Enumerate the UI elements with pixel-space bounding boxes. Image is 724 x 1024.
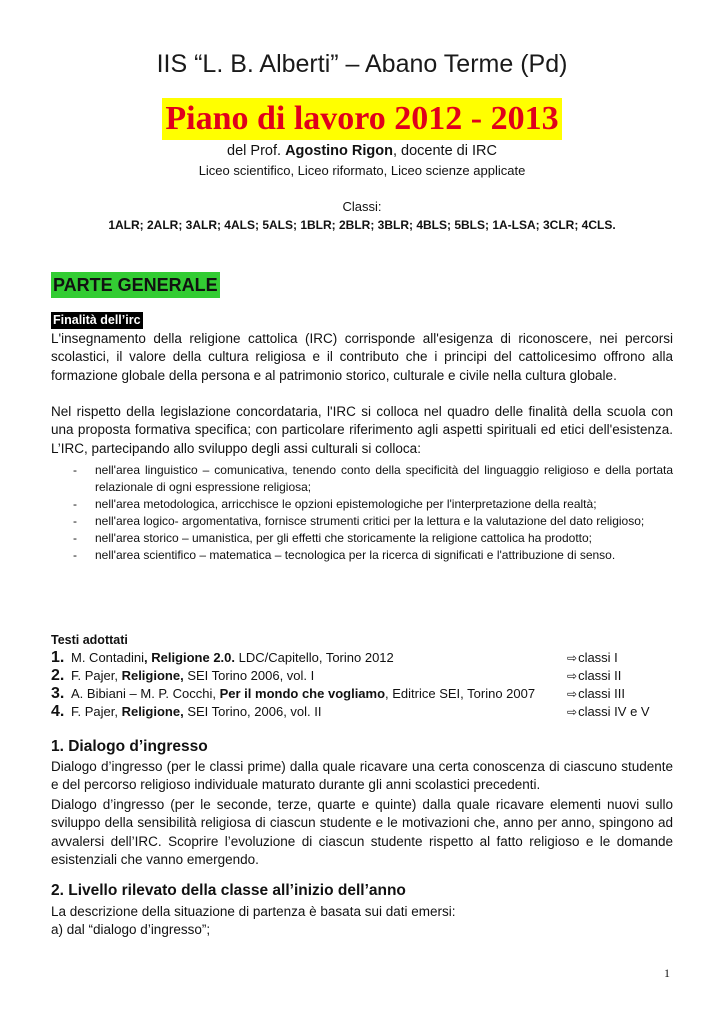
- book-row: [51, 649, 673, 667]
- finalita-paragraph-1: L'insegnamento della religione cattolica (IRC) corrisponde all'esigenza di riconoscere, nei percorsi scolastici, il valore della cultura religiosa e il contributo che i principi del cattolicesimo offrono alla formazione globale della persona e al patrimonio storico, culturale e civile nella cultura globale.: [51, 331, 673, 383]
- livello-line-1: La descrizione della situazione di partenza è basata sui dati emersi:: [51, 904, 456, 919]
- book-reference: [71, 649, 394, 667]
- dialogo-paragraph-2: Dialogo d’ingresso (per le seconde, terze, quarte e quinte) dalla quale ricavare elementi nuovi sullo sviluppo della sensibilità religiosa di ciascun studente e le motivazioni che, anno per anno, spingono ad avvalersi dell’IRC. Scoprire l’evoluzione di ciascun studente rispetto al fatto religioso e le domande esistenziali che vanno emergendo.: [51, 797, 673, 867]
- testi-heading: Testi adottati: [51, 633, 128, 647]
- book-classes: [567, 667, 621, 685]
- list-item: - nell'area linguistico – comunicativa, tenendo conto della specificità del linguaggio religioso e della portata relazionale di ogni espressione religiosa;: [51, 462, 673, 496]
- assi-culturali-list: [51, 462, 673, 564]
- dialogo-heading: 1. Dialogo d’ingresso: [51, 738, 208, 755]
- finalita-heading: Finalità dell’irc: [53, 313, 141, 327]
- classi-label: Classi:: [342, 199, 382, 214]
- book-reference: [71, 685, 535, 703]
- list-item: - nell'area scientifico – matematica – tecnologica per la ricerca di significati e l'attribuzione di senso.: [51, 547, 673, 564]
- arrow-right-icon: ⇨: [567, 669, 578, 683]
- licei-line: Liceo scientifico, Liceo riformato, Liceo scienze applicate: [198, 163, 526, 178]
- book-publisher: , Editrice SEI, Torino 2007: [385, 686, 536, 701]
- book-number: 4.: [51, 703, 65, 720]
- book-author: F. Pajer,: [71, 668, 122, 683]
- book-row: [51, 703, 673, 721]
- teacher-name: Agostino Rigon: [285, 143, 393, 159]
- list-item: - nell'area logico- argomentativa, fornisce strumenti critici per la lettura e la valutazione del dato religioso;: [51, 513, 673, 530]
- livello-line-2: a) dal “dialogo d’ingresso”;: [51, 922, 211, 937]
- book-number: 1.: [51, 649, 65, 666]
- book-classes: [567, 685, 625, 703]
- book-row: [51, 667, 673, 685]
- book-reference: [71, 667, 314, 685]
- book-title: Per il mondo che vogliamo: [219, 686, 386, 701]
- book-publisher: SEI Torino 2006, vol. I: [183, 668, 315, 683]
- page-number: 1: [664, 966, 670, 980]
- book-publisher: LDC/Capitello, Torino 2012: [235, 650, 394, 665]
- school-name: IIS “L. B. Alberti” – Abano Terme (Pd): [156, 50, 568, 78]
- document-title: Piano di lavoro 2012 - 2013: [162, 98, 561, 140]
- list-item: - nell'area storico – umanistica, per gli effetti che storicamente la religione cattolica ha prodotto;: [51, 530, 673, 547]
- finalita-paragraph-2: Nel rispetto della legislazione concordataria, l'IRC si colloca nel quadro delle finalità della scuola con una proposta formativa specifica; con particolare riferimento agli aspetti spirituali ed etici dell'esistenza. L’IRC, partecipando allo sviluppo degli assi culturali si colloca:: [51, 404, 673, 456]
- teacher-line: [0, 143, 724, 159]
- book-author: F. Pajer,: [71, 704, 122, 719]
- book-reference: [71, 703, 322, 721]
- book-classes-label: classi I: [578, 650, 618, 665]
- book-publisher: SEI Torino, 2006, vol. II: [183, 704, 322, 719]
- book-classes-label: classi II: [578, 668, 622, 683]
- teacher-prefix: del Prof.: [227, 143, 286, 159]
- book-author: M. Contadini: [71, 650, 144, 665]
- arrow-right-icon: ⇨: [567, 651, 578, 665]
- book-row: [51, 685, 673, 703]
- book-title: Religione,: [121, 704, 184, 719]
- parte-generale-heading: PARTE GENERALE: [51, 272, 220, 298]
- classi-list: 1ALR; 2ALR; 3ALR; 4ALS; 5ALS; 1BLR; 2BLR; 3BLR; 4BLS; 5BLS; 1A-LSA; 3CLR; 4CLS.: [108, 218, 616, 232]
- arrow-right-icon: ⇨: [567, 687, 578, 701]
- book-title: Religione,: [121, 668, 184, 683]
- title-wrapper: [0, 98, 724, 140]
- list-item: - nell'area metodologica, arricchisce le opzioni epistemologiche per l'interpretazione della realtà;: [51, 496, 673, 513]
- book-author: A. Bibiani – M. P. Cocchi,: [71, 686, 220, 701]
- book-classes: [567, 649, 618, 667]
- book-classes-label: classi IV e V: [578, 704, 650, 719]
- book-classes-label: classi III: [578, 686, 626, 701]
- arrow-right-icon: ⇨: [567, 705, 578, 719]
- teacher-suffix: , docente di IRC: [392, 143, 497, 159]
- book-number: 2.: [51, 667, 65, 684]
- livello-heading: 2. Livello rilevato della classe all’inizio dell’anno: [51, 882, 406, 899]
- book-title: , Religione 2.0.: [143, 650, 236, 665]
- book-classes: [567, 703, 650, 721]
- dialogo-paragraph-1: Dialogo d’ingresso (per le classi prime) dalla quale ricavare una certa conoscenza di ciascuno studente e del percorso religioso individuale maturato durante gli anni scolastici precedenti.: [51, 759, 673, 793]
- book-number: 3.: [51, 685, 65, 702]
